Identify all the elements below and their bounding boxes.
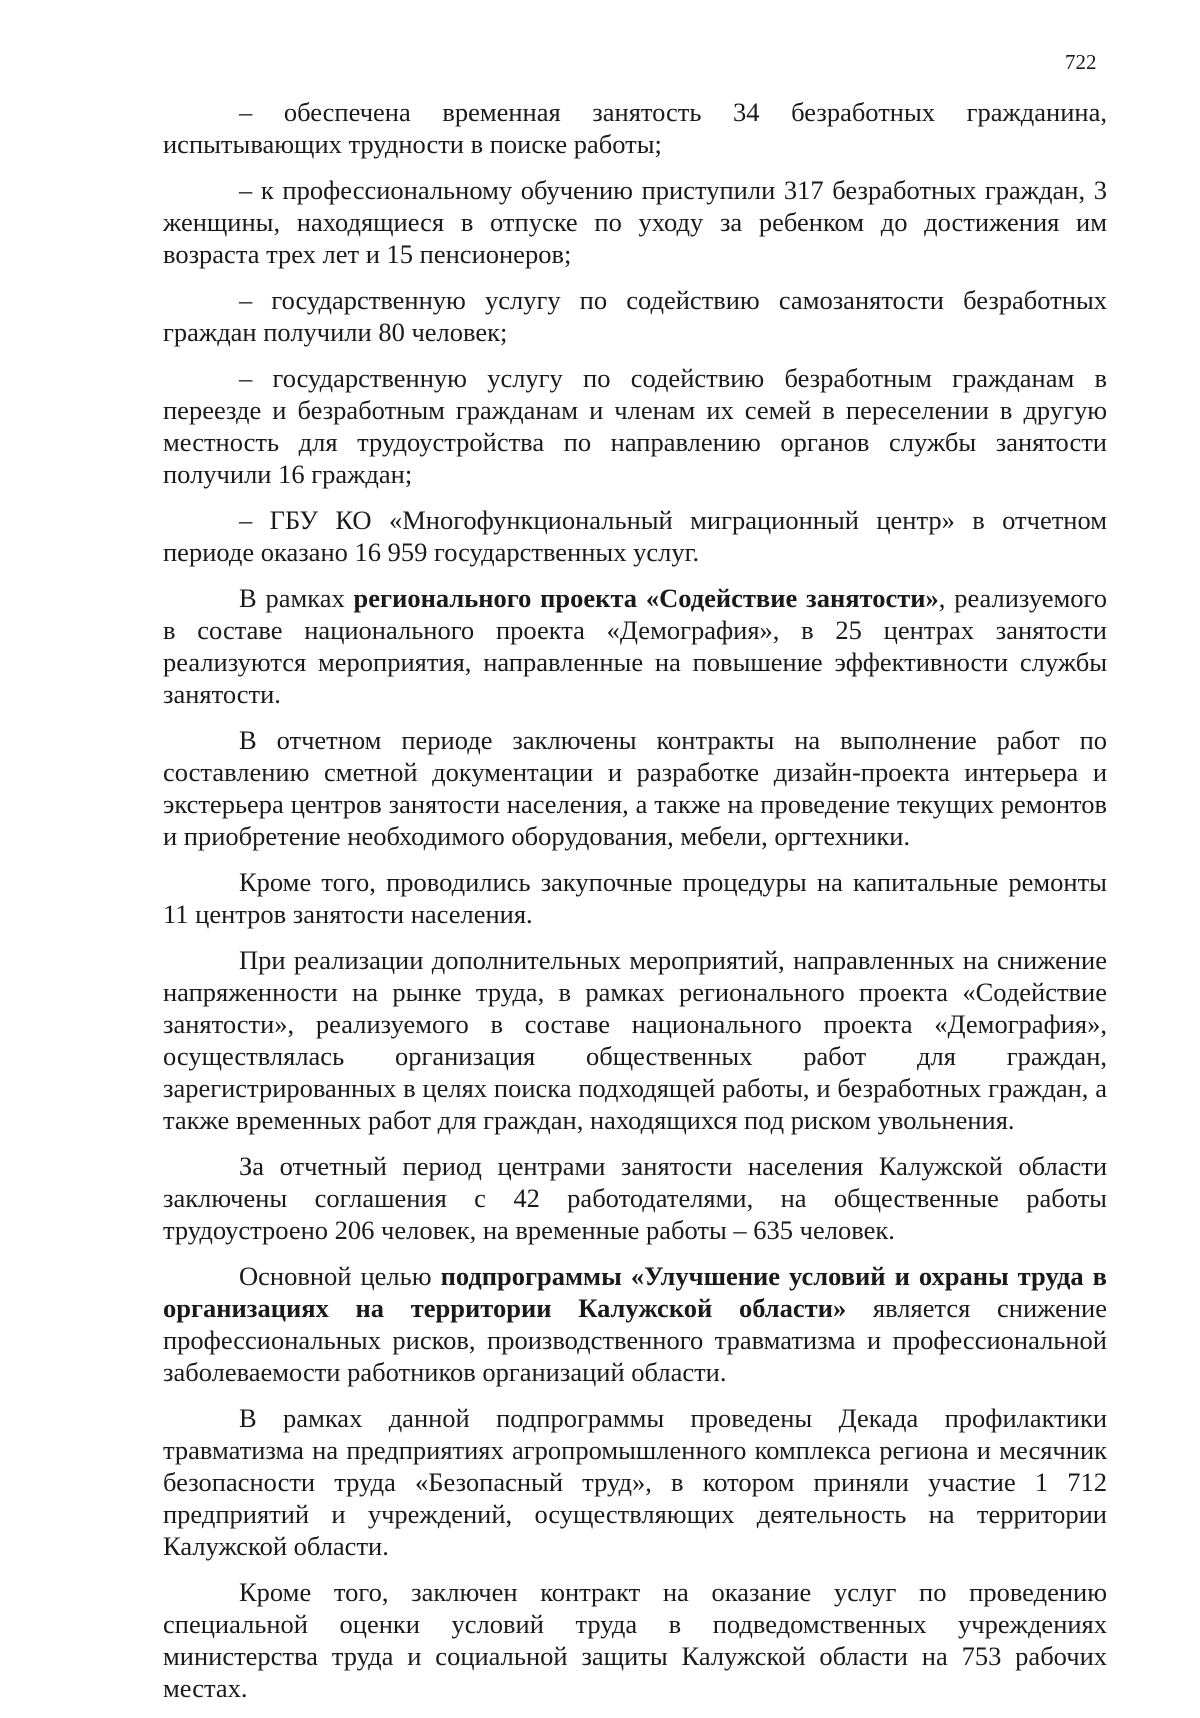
document-body	[163, 96, 1107, 1718]
paragraph-temporary-employment: – обеспечена временная занятость 34 безработных гражданина, испытывающих трудности в поиске работы;	[163, 97, 1107, 159]
paragraph-additional-measures: При реализации дополнительных мероприятий, направленных на снижение напряженности на рынке труда, в рамках регионального проекта «Содействие занятости», реализуемого в составе национального проекта «Демография», осуществлялась организация общественных работ для граждан, зарегистрированных в целях поиска подходящей работы, и безработных граждан, а также временных работ для граждан, находящихся под риском увольнения.	[163, 945, 1107, 1135]
paragraph-subprogram-goal	[163, 1260, 1107, 1388]
paragraph-migration-center: – ГБУ КО «Многофункциональный миграционный центр» в отчетном периоде оказано 16 959 государственных услуг.	[163, 505, 1107, 567]
paragraph-working-conditions: Кроме того, заключен контракт на оказание услуг по проведению специальной оценки условий труда в подведомственных учреждениях министерства труда и социальной защиты Калужской области на 753 рабочих местах.	[163, 1577, 1107, 1703]
page-number: 722	[1065, 50, 1097, 74]
project-name: регионального проекта «Содействие занятости»	[353, 583, 939, 613]
paragraph-regional-project	[163, 582, 1107, 710]
paragraph-agreements: За отчетный период центрами занятости населения Калужской области заключены соглашения с 42 работодателями, на общественные работы трудоустроено 206 человек, на временные работы – 635 человек.	[163, 1151, 1107, 1245]
paragraph-safety-decade: В рамках данной подпрограммы проведены Декада профилактики травматизма на предприятиях агропромышленного комплекса региона и месячник безопасности труда «Безопасный труд», в котором приняли участие 1 712 предприятий и учреждений, осуществляющих деятельность на территории Калужской области.	[163, 1403, 1107, 1561]
paragraph-vocational-training: – к профессиональному обучению приступили 317 безработных граждан, 3 женщины, находящиеся в отпуске по уходу за ребенком до достижения им возраста трех лет и 15 пенсионеров;	[163, 175, 1107, 269]
paragraph-text: , реализуемого в составе национального проекта «Демография», в 25 центрах занятости реализуются мероприятия, направленные на повышение эффективности службы занятости.	[163, 583, 1107, 709]
paragraph-text: В рамках	[239, 583, 354, 613]
paragraph-contracts: В отчетном периоде заключены контракты на выполнение работ по составлению сметной документации и разработке дизайн-проекта интерьера и экстерьера центров занятости населения, а также на проведение текущих ремонтов и приобретение необходимого оборудования, мебели, оргтехники.	[163, 725, 1107, 851]
paragraph-text: является снижение профессиональных рисков, производственного травматизма и профессиональной заболеваемости работников организаций области.	[163, 1293, 1107, 1387]
paragraph-self-employment: – государственную услугу по содействию самозанятости безработных граждан получили 80 человек;	[163, 285, 1107, 347]
subprogram-name: подпрограммы «Улучшение условий и охраны труда в организациях на территории Калужской области»	[163, 1261, 1107, 1323]
paragraph-relocation: – государственную услугу по содействию безработным гражданам в переезде и безработным гражданам и членам их семей в переселении в другую местность для трудоустройства по направлению органов службы занятости получили 16 граждан;	[163, 363, 1107, 489]
paragraph-capital-repairs: Кроме того, проводились закупочные процедуры на капитальные ремонты 11 центров занятости населения.	[163, 867, 1107, 929]
paragraph-text: Основной целью	[239, 1261, 441, 1291]
